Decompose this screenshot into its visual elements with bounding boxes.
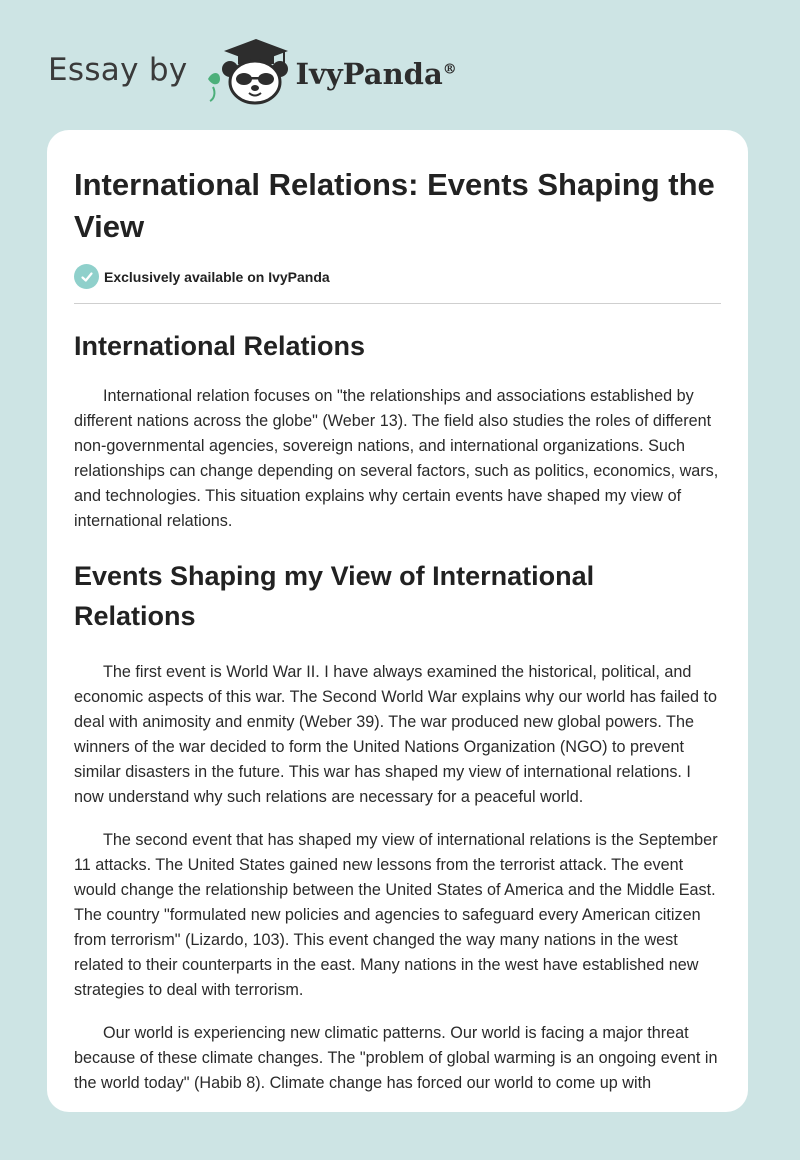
- brand-text: IvyPanda: [295, 57, 443, 91]
- site-header: [48, 30, 457, 110]
- brand-name[interactable]: [296, 57, 457, 91]
- essay-title: International Relations: Events Shaping the View: [74, 167, 715, 244]
- paragraph: International relation focuses on "the relationships and associations established by different nations across the globe" (Weber 13). The field also studies the roles of different non-governmental agencies, sovereign nations, and international organizations. Such relationships can change depending on several factors, such as politics, economics, wars, and technologies. This situation explains why certain events have shaped my view of international relations.: [74, 387, 719, 530]
- divider: [74, 303, 721, 304]
- exclusive-badge-label: Exclusively available on IvyPanda: [104, 268, 330, 285]
- paragraph: The second event that has shaped my view of international relations is the September 11 attacks. The United States gained new lessons from the terrorist attack. The event would change the relationship between the United States of America and the Middle East. The country "formulated new policies and agencies to safeguard every American citizen from terrorism" (Lizardo, 103). This event changed the way many nations in the west related to their counterparts in the east. Many nations in the west have established new strategies to deal with terrorism.: [74, 831, 718, 999]
- panda-logo-icon[interactable]: [204, 35, 290, 105]
- registered-mark: ®: [442, 61, 457, 78]
- check-icon: [74, 264, 99, 289]
- exclusive-badge: [74, 264, 721, 289]
- paragraph: The first event is World War II. I have always examined the historical, political, and economic aspects of this war. The Second World War explains why our world has failed to deal with animosity and enmity (Weber 39). The war produced new global powers. The winners of the war decided to form the United Nations Organization (NGO) to prevent similar disasters in the future. This war has shaped my view of international relations. I now understand why such relations are necessary for a peaceful world.: [74, 663, 718, 806]
- section-heading-events: Events Shaping my View of International Relations: [74, 561, 595, 631]
- paragraph: Our world is experiencing new climatic patterns. Our world is facing a major threat because of these climate changes. The "problem of global warming is an ongoing event in the world today" (Habib 8). Climate change has forced our world to come up with: [74, 1024, 718, 1092]
- section-heading-international-relations: International Relations: [74, 331, 366, 361]
- essay-by-label: Essay by: [48, 52, 188, 88]
- essay-card: [47, 130, 748, 1112]
